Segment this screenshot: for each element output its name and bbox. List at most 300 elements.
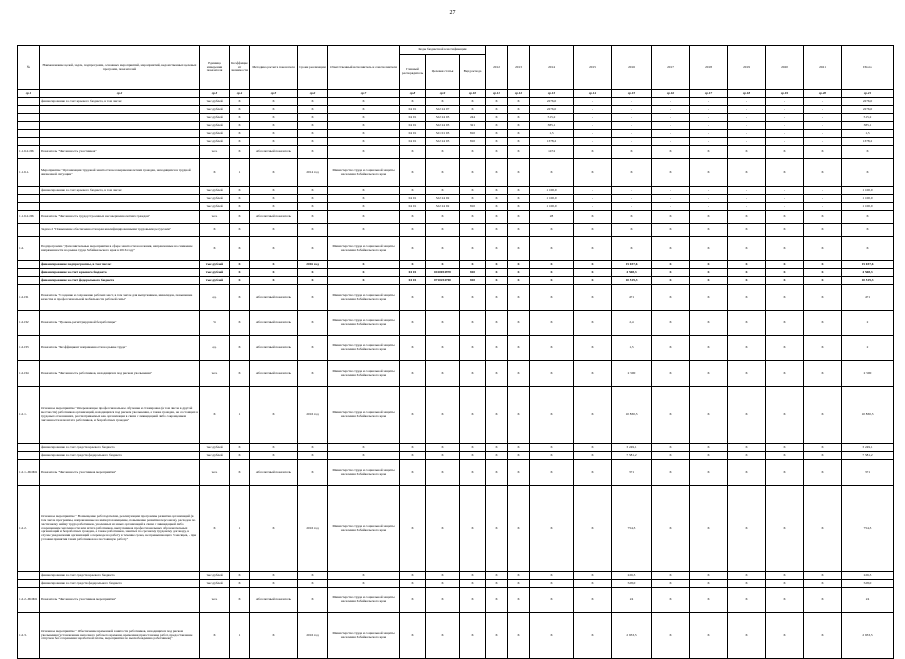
table-cell: Х xyxy=(250,580,298,588)
table-cell: Х xyxy=(328,130,400,138)
row-number-cell xyxy=(18,187,40,195)
table-cell: Х xyxy=(200,486,230,572)
table-cell: Х xyxy=(652,336,690,361)
table-cell: 371 xyxy=(842,460,894,486)
table-cell: Х xyxy=(328,122,400,130)
row-number-cell: 1.2.2.-ПОМ1 xyxy=(18,588,40,613)
table-cell: 1 xyxy=(230,387,250,444)
table-cell: Х xyxy=(804,460,842,486)
table-cell: - xyxy=(612,187,652,195)
table-cell: Министерство труда и социальной защиты населения Забайкальского края xyxy=(328,285,400,311)
table-cell: 521 01 03 xyxy=(426,130,460,138)
table-cell: - xyxy=(574,195,612,203)
table-row xyxy=(18,486,894,572)
table-cell: Х xyxy=(728,572,766,580)
table-cell: Х xyxy=(460,572,486,580)
table-cell: Х xyxy=(612,224,652,237)
table-cell: Х xyxy=(508,261,530,269)
row-name-cell: финансирование за счет средств краевого бюджета xyxy=(40,572,200,580)
program-table xyxy=(17,45,894,659)
table-cell: Х xyxy=(250,187,298,195)
table-cell: - xyxy=(612,195,652,203)
table-cell: - xyxy=(690,130,728,138)
table-cell: 321 xyxy=(460,122,486,130)
table-cell: Х xyxy=(230,203,250,211)
table-cell: - xyxy=(728,122,766,130)
row-number-cell: 1.1.6.2-П6 xyxy=(18,146,40,159)
table-cell: Х xyxy=(230,269,250,277)
table-cell: Х xyxy=(574,387,612,444)
table-cell: - xyxy=(766,98,804,106)
table-cell: Х xyxy=(486,572,508,580)
table-cell: Х xyxy=(486,159,508,187)
table-cell: Х xyxy=(486,486,508,572)
table-cell: тыс.рублей xyxy=(200,195,230,203)
table-cell: Х xyxy=(460,159,486,187)
table-cell: 810 xyxy=(460,138,486,146)
table-cell: Х xyxy=(728,588,766,613)
table-cell: Х xyxy=(728,336,766,361)
table-cell: Х xyxy=(400,444,426,452)
table-cell: Х xyxy=(530,486,574,572)
table-cell: Х xyxy=(574,211,612,224)
table-cell: Х xyxy=(298,237,328,261)
table-cell: 385,1 xyxy=(530,122,574,130)
table-row xyxy=(18,211,894,224)
table-cell: Х xyxy=(400,237,426,261)
table-cell: чел. xyxy=(200,211,230,224)
table-cell: Х xyxy=(766,146,804,159)
table-cell: 1 xyxy=(230,159,250,187)
table-cell: 7 581,2 xyxy=(842,452,894,460)
table-cell: Х xyxy=(690,211,728,224)
table-cell: тыс.рублей xyxy=(200,261,230,269)
table-cell: Х xyxy=(804,285,842,311)
header-term: Сроки реализации xyxy=(298,46,328,90)
table-cell: 515,2 xyxy=(842,114,894,122)
table-cell: Х xyxy=(298,106,328,114)
table-cell: 10 519,3 xyxy=(842,277,894,285)
table-cell: Х xyxy=(298,98,328,106)
table-cell: Х xyxy=(230,361,250,387)
table-cell: 522 24 03 xyxy=(426,122,460,130)
table-cell: Х xyxy=(328,106,400,114)
row-number-cell xyxy=(18,122,40,130)
table-cell: Х xyxy=(690,277,728,285)
table-cell: ед. xyxy=(200,285,230,311)
program-table-sheet xyxy=(17,45,887,659)
table-cell: Х xyxy=(426,588,460,613)
table-cell: Х xyxy=(530,361,574,387)
table-cell: Х xyxy=(230,114,250,122)
table-cell: Х xyxy=(766,159,804,187)
table-cell: 2 500 xyxy=(612,361,652,387)
table-cell: Абсолютный показатель xyxy=(250,311,298,336)
table-cell: Х xyxy=(400,580,426,588)
table-cell: Х xyxy=(460,588,486,613)
table-cell: 04 01 xyxy=(400,195,426,203)
group-number-cell: гр.3 xyxy=(200,90,230,98)
table-cell: Х xyxy=(766,261,804,269)
table-cell: Министерство труда и социальной защиты населения Забайкальского края xyxy=(328,336,400,361)
table-cell: 1474 xyxy=(530,146,574,159)
table-cell: Х xyxy=(230,146,250,159)
header-total: Итого xyxy=(842,46,894,90)
table-cell: - xyxy=(804,122,842,130)
header-year-2014: 2014 xyxy=(530,46,574,90)
table-cell: 2016 год xyxy=(298,486,328,572)
table-cell: 2 xyxy=(842,311,894,336)
table-cell: Х xyxy=(298,203,328,211)
row-number-cell: 1.2-П3 xyxy=(18,336,40,361)
table-cell: Х xyxy=(766,269,804,277)
row-name-cell xyxy=(40,203,200,211)
table-cell: - xyxy=(728,187,766,195)
table-cell: Х xyxy=(530,159,574,187)
table-cell: Х xyxy=(728,159,766,187)
row-number-cell xyxy=(18,444,40,452)
table-cell: Х xyxy=(766,224,804,237)
table-cell: Х xyxy=(298,114,328,122)
table-cell: Х xyxy=(400,187,426,195)
table-cell: Х xyxy=(508,203,530,211)
table-cell: 04 01 xyxy=(400,269,426,277)
header-coef: Коэффициент значимости xyxy=(230,46,250,90)
table-cell: Х xyxy=(486,114,508,122)
table-cell: Х xyxy=(486,98,508,106)
table-cell: Х xyxy=(250,613,298,659)
row-name-cell: финансирование за счет средств федерального бюджета xyxy=(40,580,200,588)
table-cell: 1378,2 xyxy=(530,138,574,146)
table-cell: Х xyxy=(574,261,612,269)
table-cell: Х xyxy=(426,237,460,261)
table-cell: Х xyxy=(230,138,250,146)
table-cell: Х xyxy=(230,98,250,106)
table-cell: Х xyxy=(652,311,690,336)
table-cell: 522 24 07 xyxy=(426,106,460,114)
table-cell: Х xyxy=(298,311,328,336)
table-cell: Х xyxy=(298,580,328,588)
row-number-cell xyxy=(18,277,40,285)
table-cell: Х xyxy=(508,361,530,387)
table-cell: Х xyxy=(200,613,230,659)
row-number-cell: 1.2.3. xyxy=(18,613,40,659)
table-cell: - xyxy=(804,138,842,146)
row-name-cell: Показатель "Численность участников" xyxy=(40,146,200,159)
row-number-cell: 1.2.1. xyxy=(18,387,40,444)
table-cell: ед. xyxy=(200,336,230,361)
table-cell: Х xyxy=(400,588,426,613)
table-row xyxy=(18,203,894,211)
table-cell: Х xyxy=(298,277,328,285)
table-cell: Х xyxy=(328,211,400,224)
group-number-cell: гр.15 xyxy=(612,90,652,98)
table-cell: - xyxy=(652,106,690,114)
table-cell: Х xyxy=(250,159,298,187)
table-cell: 2276,0 xyxy=(842,106,894,114)
table-cell: Х xyxy=(328,195,400,203)
header-year-2021: 2021 xyxy=(804,46,842,90)
table-cell: Х xyxy=(652,224,690,237)
row-name-cell: Показатель "Создание и сохранение рабочих мест, в том числе для выпускников, инвалидов, повышение качества и профессиональной мобильности рабочей силы" xyxy=(40,285,200,311)
table-cell: Х xyxy=(574,311,612,336)
table-cell: Х xyxy=(690,237,728,261)
table-cell: Х xyxy=(690,588,728,613)
table-cell: 226,3 xyxy=(612,572,652,580)
table-cell: 2 xyxy=(842,336,894,361)
table-cell: Х xyxy=(804,444,842,452)
table-cell: Х xyxy=(460,387,486,444)
row-number-cell: 1.2. xyxy=(18,237,40,261)
table-cell: Х xyxy=(530,387,574,444)
table-cell: Х xyxy=(486,106,508,114)
table-cell: Х xyxy=(426,361,460,387)
table-cell: 1 100,0 xyxy=(842,195,894,203)
table-cell: Х xyxy=(486,195,508,203)
table-row xyxy=(18,580,894,588)
table-cell: Х xyxy=(766,452,804,460)
table-cell: - xyxy=(612,203,652,211)
table-cell: тыс.рублей xyxy=(200,98,230,106)
table-cell: Х xyxy=(530,452,574,460)
table-cell: Х xyxy=(230,285,250,311)
group-number-cell: гр.21 xyxy=(842,90,894,98)
table-cell: Х xyxy=(574,613,612,659)
table-cell: - xyxy=(612,98,652,106)
table-cell: - xyxy=(574,122,612,130)
table-cell: Х xyxy=(766,277,804,285)
table-cell: Х xyxy=(460,98,486,106)
table-cell: - xyxy=(690,203,728,211)
group-number-cell: гр.7 xyxy=(328,90,400,98)
table-cell: Х xyxy=(728,311,766,336)
row-name-cell: Основное мероприятие " Обеспечение временной занятости работников, находящихся под риском увольнения (установление неполного рабочего времени, временная приостановка работ, предоставление отпусков без сохранения заработной платы, мероприятия по высвобождению работников)" xyxy=(40,613,200,659)
table-cell: Х xyxy=(400,387,426,444)
table-cell: Х xyxy=(328,572,400,580)
table-cell: Х xyxy=(804,211,842,224)
table-cell: Х xyxy=(508,130,530,138)
table-cell: 2016 год xyxy=(298,613,328,659)
table-cell: 471 xyxy=(842,285,894,311)
table-cell: Х xyxy=(804,311,842,336)
table-cell: Х xyxy=(426,285,460,311)
table-cell: Х xyxy=(766,613,804,659)
table-cell: - xyxy=(690,106,728,114)
table-cell: Х xyxy=(250,138,298,146)
group-number-cell: гр.9 xyxy=(426,90,460,98)
table-cell: Х xyxy=(766,311,804,336)
table-cell: Министерство труда и социальной защиты населения Забайкальского края xyxy=(328,588,400,613)
table-cell: - xyxy=(728,114,766,122)
table-row xyxy=(18,460,894,486)
table-cell: Х xyxy=(250,98,298,106)
table-cell: Х xyxy=(574,452,612,460)
table-cell: - xyxy=(574,187,612,195)
table-cell: Х xyxy=(652,211,690,224)
table-cell: Х xyxy=(426,444,460,452)
table-cell: Абсолютный показатель xyxy=(250,285,298,311)
group-number-cell: гр.14 xyxy=(574,90,612,98)
page-number: 27 xyxy=(449,10,456,16)
table-cell: Х xyxy=(460,237,486,261)
table-cell: Х xyxy=(842,146,894,159)
table-cell: Х xyxy=(400,311,426,336)
table-cell: - xyxy=(690,195,728,203)
header-year-2013: 2013 xyxy=(508,46,530,90)
table-row xyxy=(18,269,894,277)
header-unit: Единица измерения показателя xyxy=(200,46,230,90)
table-cell: Абсолютный показатель xyxy=(250,146,298,159)
table-cell: 2 500 xyxy=(842,361,894,387)
row-name-cell: финансирование за счет краевого бюджета xyxy=(40,269,200,277)
row-name-cell xyxy=(40,106,200,114)
table-cell: Х xyxy=(486,460,508,486)
table-header xyxy=(18,46,894,90)
row-number-cell xyxy=(18,572,40,580)
table-cell: - xyxy=(804,106,842,114)
table-cell: - xyxy=(652,203,690,211)
table-cell: - xyxy=(652,138,690,146)
table-cell: Х xyxy=(460,580,486,588)
table-cell: Х xyxy=(400,460,426,486)
table-row xyxy=(18,277,894,285)
table-cell: Х xyxy=(486,452,508,460)
table-cell: Х xyxy=(574,580,612,588)
table-cell: Х xyxy=(460,444,486,452)
table-cell: Х xyxy=(728,460,766,486)
table-cell: Х xyxy=(652,452,690,460)
table-cell: Х xyxy=(486,336,508,361)
table-cell: 15 037,6 xyxy=(612,261,652,269)
table-cell: Х xyxy=(400,285,426,311)
row-name-cell: Показатель "Численность трудоустроенных несовершеннолетних граждан" xyxy=(40,211,200,224)
table-cell: Х xyxy=(652,572,690,580)
table-cell: Х xyxy=(230,336,250,361)
table-cell: Х xyxy=(460,195,486,203)
table-cell: Х xyxy=(230,106,250,114)
table-cell: Х xyxy=(298,130,328,138)
table-cell: Х xyxy=(612,146,652,159)
table-cell: Х xyxy=(426,211,460,224)
table-cell: 754,3 xyxy=(612,486,652,572)
table-cell: тыс.рублей xyxy=(200,122,230,130)
table-cell: Х xyxy=(652,486,690,572)
table-cell: Х xyxy=(426,460,460,486)
row-name-cell: финансирование за счет федерального бюджета xyxy=(40,277,200,285)
header-year-2019: 2019 xyxy=(728,46,766,90)
table-cell: 1 100,0 xyxy=(842,187,894,195)
table-cell: Х xyxy=(250,122,298,130)
row-number-cell: 1.2-П1 xyxy=(18,285,40,311)
table-cell: Х xyxy=(728,486,766,572)
table-cell: - xyxy=(766,203,804,211)
table-cell: Х xyxy=(230,572,250,580)
table-cell: Х xyxy=(690,572,728,580)
table-cell: Х xyxy=(652,613,690,659)
table-cell: 24 xyxy=(612,588,652,613)
table-cell: Х xyxy=(298,572,328,580)
group-number-cell: гр.18 xyxy=(728,90,766,98)
table-cell: - xyxy=(690,138,728,146)
table-row xyxy=(18,98,894,106)
table-cell: - xyxy=(652,98,690,106)
table-cell: чел. xyxy=(200,146,230,159)
table-cell: тыс.рублей xyxy=(200,114,230,122)
table-cell: 2276,0 xyxy=(530,106,574,114)
table-cell: Х xyxy=(690,311,728,336)
table-cell: Х xyxy=(250,486,298,572)
table-cell: Х xyxy=(574,588,612,613)
table-cell: Х xyxy=(400,211,426,224)
group-number-cell: гр.13 xyxy=(530,90,574,98)
table-row xyxy=(18,336,894,361)
table-cell: Х xyxy=(400,613,426,659)
table-cell: Х xyxy=(652,269,690,277)
table-cell: - xyxy=(804,98,842,106)
table-cell: - xyxy=(766,130,804,138)
table-cell: Х xyxy=(486,187,508,195)
table-cell: Х xyxy=(804,237,842,261)
table-cell: Министерство труда и социальной защиты населения Забайкальского края xyxy=(328,613,400,659)
table-cell: Х xyxy=(400,452,426,460)
table-cell: Х xyxy=(400,361,426,387)
table-cell: Х xyxy=(486,261,508,269)
table-cell: - xyxy=(766,106,804,114)
table-cell: 2276,0 xyxy=(842,98,894,106)
table-cell: - xyxy=(804,203,842,211)
table-cell: Х xyxy=(728,269,766,277)
table-cell: Х xyxy=(804,387,842,444)
table-cell: 2,4 xyxy=(612,311,652,336)
table-cell: Х xyxy=(508,106,530,114)
table-row xyxy=(18,114,894,122)
table-cell: тыс.рублей xyxy=(200,452,230,460)
table-cell: Х xyxy=(298,122,328,130)
table-cell: - xyxy=(652,114,690,122)
table-cell: Х xyxy=(804,159,842,187)
table-row xyxy=(18,187,894,195)
table-cell: Х xyxy=(486,130,508,138)
table-cell: тыс.рублей xyxy=(200,269,230,277)
table-cell: - xyxy=(766,114,804,122)
table-cell: 2016 год xyxy=(298,387,328,444)
header-name: Наименование целей, задач, подпрограмм, основных мероприятий, мероприятий, ведомственных целевых программ, показателей xyxy=(40,46,200,90)
table-cell: Х xyxy=(574,361,612,387)
table-cell: чел. xyxy=(200,460,230,486)
table-cell: 522 24 02 xyxy=(426,203,460,211)
table-cell: Х xyxy=(804,261,842,269)
table-row xyxy=(18,261,894,269)
row-name-cell: Показатель "Численность участников мероприятия" xyxy=(40,588,200,613)
row-number-cell: 1.2.2. xyxy=(18,486,40,572)
table-cell: Х xyxy=(574,277,612,285)
table-cell: Х xyxy=(486,138,508,146)
table-cell: 28 xyxy=(530,211,574,224)
table-cell: Х xyxy=(530,277,574,285)
table-cell: Х xyxy=(766,572,804,580)
table-cell: Х xyxy=(298,269,328,277)
table-cell: Х xyxy=(230,580,250,588)
table-cell: Х xyxy=(230,444,250,452)
table-cell: Х xyxy=(690,159,728,187)
table-cell: Х xyxy=(652,387,690,444)
table-cell: Х xyxy=(486,444,508,452)
table-cell: Х xyxy=(766,361,804,387)
table-cell: Х xyxy=(230,311,250,336)
table-cell: Х xyxy=(328,277,400,285)
row-name-cell xyxy=(40,138,200,146)
group-number-cell: гр.10 xyxy=(460,90,486,98)
